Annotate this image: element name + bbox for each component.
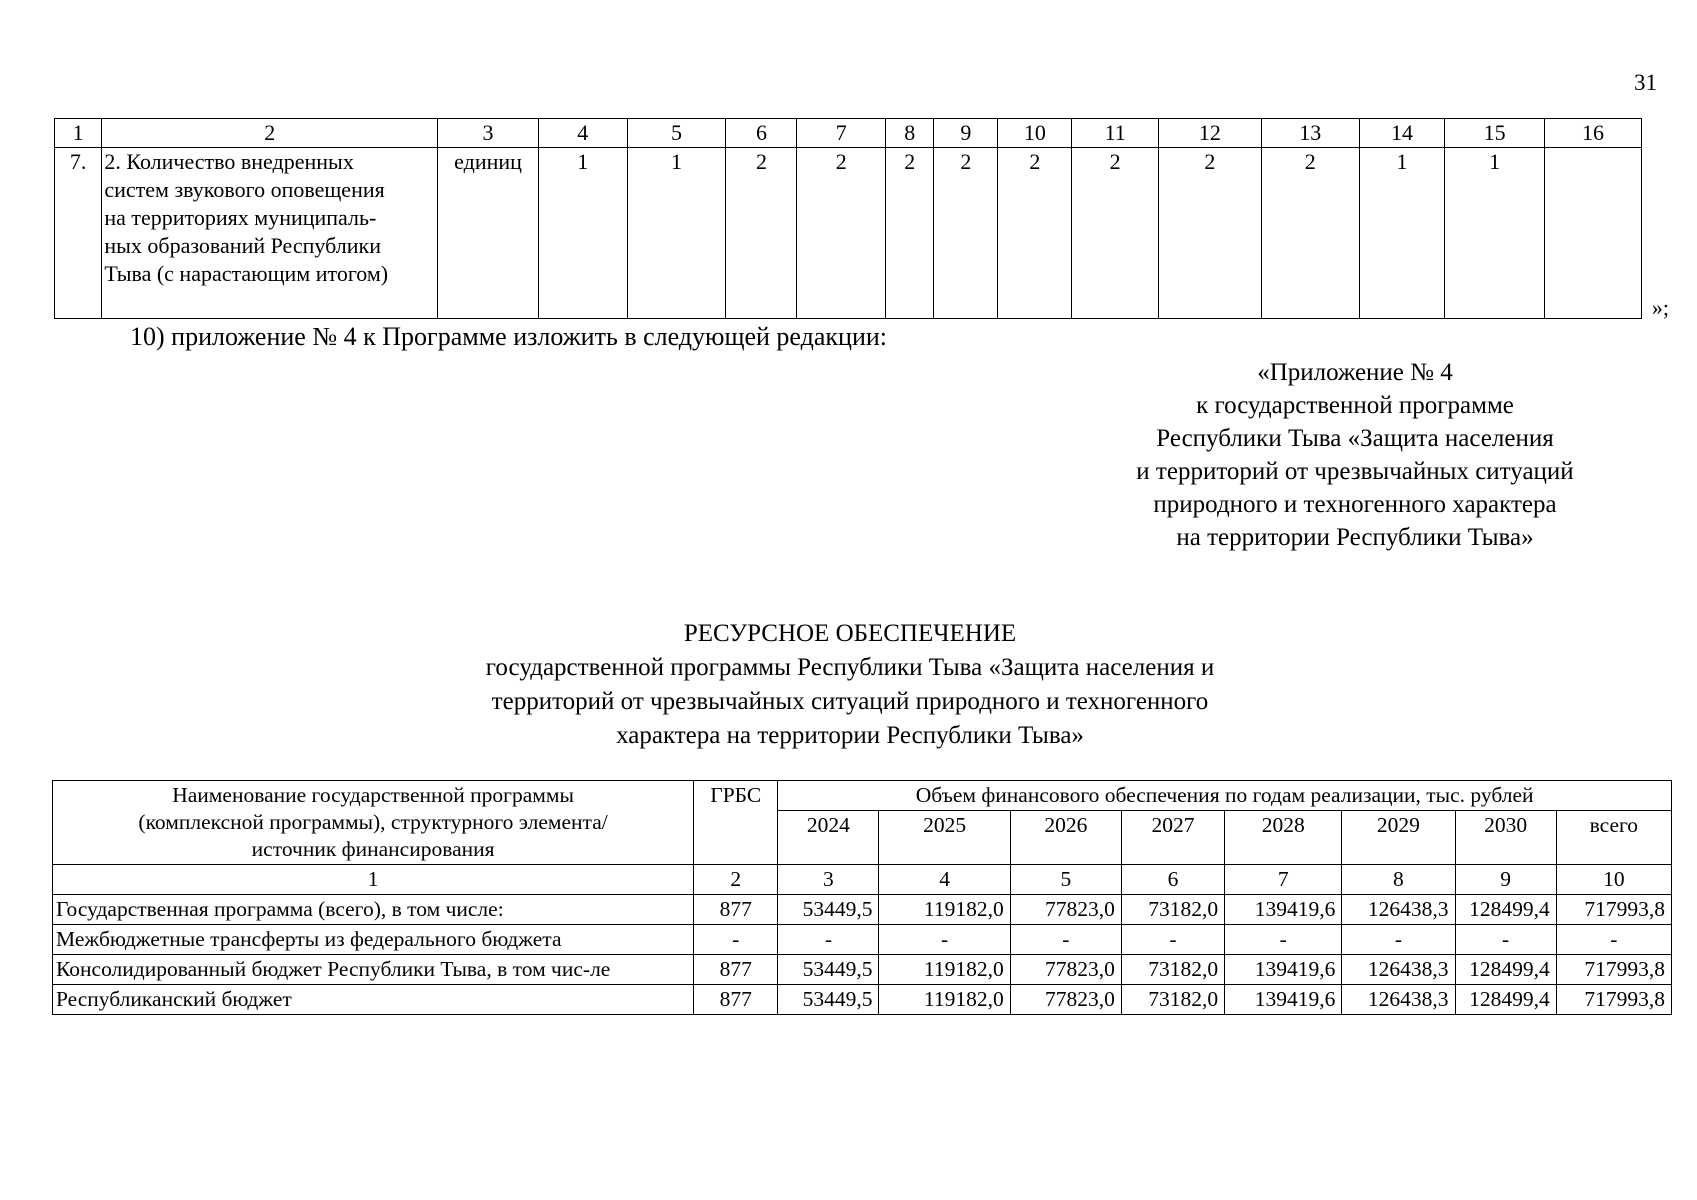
value-cell bbox=[1545, 148, 1669, 320]
header-cell: 9 bbox=[934, 119, 998, 148]
value-cell: 2 bbox=[998, 148, 1072, 319]
row-name: Республиканский бюджет bbox=[53, 985, 694, 1015]
header-cell: 10 bbox=[998, 119, 1072, 148]
index-cell: 3 bbox=[778, 865, 879, 895]
index-cell: 5 bbox=[1010, 865, 1121, 895]
index-cell: 6 bbox=[1121, 865, 1224, 895]
row-name: Консолидированный бюджет Республики Тыва, в том чис-ле bbox=[53, 955, 694, 985]
appendix-line: на территории Республики Тыва» bbox=[1176, 524, 1534, 551]
value-cell: 2 bbox=[886, 148, 934, 319]
value-cell: 77823,0 bbox=[1010, 955, 1121, 985]
appendix-line: к государственной программе bbox=[1196, 392, 1514, 419]
value-cell: 2 bbox=[726, 148, 797, 319]
closing-quote-mark: »; bbox=[1651, 295, 1669, 320]
index-cell: 9 bbox=[1455, 865, 1556, 895]
value-cell: 1 bbox=[1445, 148, 1545, 319]
year-header: 2025 bbox=[879, 811, 1010, 865]
resource-heading: РЕСУРСНОЕ ОБЕСПЕЧЕНИЕ bbox=[683, 620, 1017, 647]
year-header: всего bbox=[1556, 811, 1671, 865]
table-row bbox=[53, 895, 1672, 925]
appendix-line: «Приложение № 4 bbox=[1257, 359, 1453, 386]
column-header-name bbox=[53, 781, 694, 865]
grbs-cell: 877 bbox=[694, 955, 778, 985]
page-number: 31 bbox=[1634, 70, 1657, 95]
value-cell: 1 bbox=[627, 148, 726, 319]
value-cell: - bbox=[778, 925, 879, 955]
header-cell: 4 bbox=[539, 119, 628, 148]
value-cell: 126438,3 bbox=[1342, 985, 1455, 1015]
value-cell: 139419,6 bbox=[1225, 955, 1342, 985]
column-header-line: источник финансирования bbox=[251, 837, 495, 861]
value-cell: 119182,0 bbox=[879, 955, 1010, 985]
indicator-name-line: 2. Количество внедренных bbox=[104, 149, 354, 174]
header-cell: 12 bbox=[1158, 119, 1261, 148]
indicator-name-line: на территориях муниципаль- bbox=[104, 205, 377, 230]
header-cell: 1 bbox=[55, 119, 102, 148]
row-name: Государственная программа (всего), в том числе: bbox=[53, 895, 694, 925]
year-header: 2024 bbox=[778, 811, 879, 865]
resource-header-row bbox=[53, 781, 1672, 811]
header-cell: 3 bbox=[438, 119, 539, 148]
table-row bbox=[55, 148, 1642, 319]
indicator-name-line: систем звукового оповещения bbox=[104, 177, 385, 202]
resource-table bbox=[52, 780, 1672, 1015]
indicator-name-line: ных образований Республики bbox=[104, 233, 381, 258]
header-cell: 5 bbox=[627, 119, 726, 148]
header-cell: 15 bbox=[1445, 119, 1545, 148]
year-header: 2030 bbox=[1455, 811, 1556, 865]
value-cell: - bbox=[1010, 925, 1121, 955]
value-cell: 2 bbox=[797, 148, 886, 319]
column-header-grbs: ГРБС bbox=[694, 781, 778, 865]
year-header: 2029 bbox=[1342, 811, 1455, 865]
value-cell: 139419,6 bbox=[1225, 985, 1342, 1015]
indicators-table bbox=[54, 118, 1669, 320]
value-cell: 53449,5 bbox=[778, 985, 879, 1015]
resource-title bbox=[350, 617, 1350, 753]
row-name: Межбюджетные трансферты из федерального бюджета bbox=[53, 925, 694, 955]
header-cell: 14 bbox=[1359, 119, 1444, 148]
year-header: 2026 bbox=[1010, 811, 1121, 865]
indicator-name-line: Тыва (с нарастающим итогом) bbox=[104, 261, 389, 286]
header-cell: 8 bbox=[886, 119, 934, 148]
column-header-volume: Объем финансового обеспечения по годам реализации, тыс. рублей bbox=[778, 781, 1672, 811]
grbs-cell: - bbox=[694, 925, 778, 955]
value-cell: 2 bbox=[1261, 148, 1359, 319]
resource-subtitle-line: государственной программы Республики Тыва «Защита населения и bbox=[485, 654, 1215, 681]
value-cell: 128499,4 bbox=[1455, 985, 1556, 1015]
table-row bbox=[53, 955, 1672, 985]
value-cell: 128499,4 bbox=[1455, 955, 1556, 985]
appendix-caption bbox=[1080, 356, 1630, 554]
value-cell: 2 bbox=[934, 148, 998, 319]
value-cell: 119182,0 bbox=[879, 895, 1010, 925]
value-cell: - bbox=[1342, 925, 1455, 955]
appendix-line: и территорий от чрезвычайных ситуаций bbox=[1136, 458, 1574, 485]
resource-subtitle-line: характера на территории Республики Тыва» bbox=[616, 722, 1084, 749]
value-cell: 128499,4 bbox=[1455, 895, 1556, 925]
value-cell: 2 bbox=[1158, 148, 1261, 319]
value-cell: - bbox=[1121, 925, 1224, 955]
indicators-header-row bbox=[55, 119, 1642, 148]
resource-subtitle-line: территорий от чрезвычайных ситуаций природного и техногенного bbox=[491, 688, 1209, 715]
table-row bbox=[53, 985, 1672, 1015]
value-cell: 2 bbox=[1072, 148, 1159, 319]
year-header: 2027 bbox=[1121, 811, 1224, 865]
index-cell: 8 bbox=[1342, 865, 1455, 895]
unit-cell: единиц bbox=[438, 148, 539, 319]
value-cell: - bbox=[1225, 925, 1342, 955]
grbs-cell: 877 bbox=[694, 985, 778, 1015]
value-cell: 73182,0 bbox=[1121, 985, 1224, 1015]
value-cell: 126438,3 bbox=[1342, 895, 1455, 925]
row-number: 7. bbox=[55, 148, 102, 319]
value-cell: - bbox=[879, 925, 1010, 955]
column-header-line: Наименование государственной программы bbox=[172, 783, 574, 807]
header-cell: 6 bbox=[726, 119, 797, 148]
value-cell: 717993,8 bbox=[1556, 955, 1671, 985]
value-cell: 126438,3 bbox=[1342, 955, 1455, 985]
index-cell: 10 bbox=[1556, 865, 1671, 895]
grbs-cell: 877 bbox=[694, 895, 778, 925]
column-header-line: (комплексной программы), структурного элемента/ bbox=[138, 810, 608, 834]
table-row bbox=[53, 925, 1672, 955]
value-cell: 77823,0 bbox=[1010, 985, 1121, 1015]
appendix-line: Республики Тыва «Защита населения bbox=[1156, 425, 1554, 452]
value-cell: 73182,0 bbox=[1121, 955, 1224, 985]
header-cell: 7 bbox=[797, 119, 886, 148]
value-cell: 717993,8 bbox=[1556, 895, 1671, 925]
index-cell: 7 bbox=[1225, 865, 1342, 895]
value-cell: 73182,0 bbox=[1121, 895, 1224, 925]
value-cell: 119182,0 bbox=[879, 985, 1010, 1015]
index-cell: 4 bbox=[879, 865, 1010, 895]
value-cell: 1 bbox=[1359, 148, 1444, 319]
value-cell: 77823,0 bbox=[1010, 895, 1121, 925]
value-cell: - bbox=[1556, 925, 1671, 955]
header-cell: 16 bbox=[1545, 119, 1642, 148]
value-cell: 53449,5 bbox=[778, 955, 879, 985]
value-cell: 717993,8 bbox=[1556, 985, 1671, 1015]
value-cell: - bbox=[1455, 925, 1556, 955]
index-cell: 1 bbox=[53, 865, 694, 895]
appendix-line: природного и техногенного характера bbox=[1153, 491, 1557, 518]
indicator-name bbox=[102, 148, 438, 319]
index-cell: 2 bbox=[694, 865, 778, 895]
value-cell: 139419,6 bbox=[1225, 895, 1342, 925]
year-header: 2028 bbox=[1225, 811, 1342, 865]
value-cell: 1 bbox=[539, 148, 628, 319]
header-cell: 2 bbox=[102, 119, 438, 148]
intro-paragraph: 10) приложение № 4 к Программе изложить в следующей редакции: bbox=[130, 322, 887, 351]
header-cell: 11 bbox=[1072, 119, 1159, 148]
header-cell: 13 bbox=[1261, 119, 1359, 148]
resource-index-row bbox=[53, 865, 1672, 895]
value-cell: 53449,5 bbox=[778, 895, 879, 925]
